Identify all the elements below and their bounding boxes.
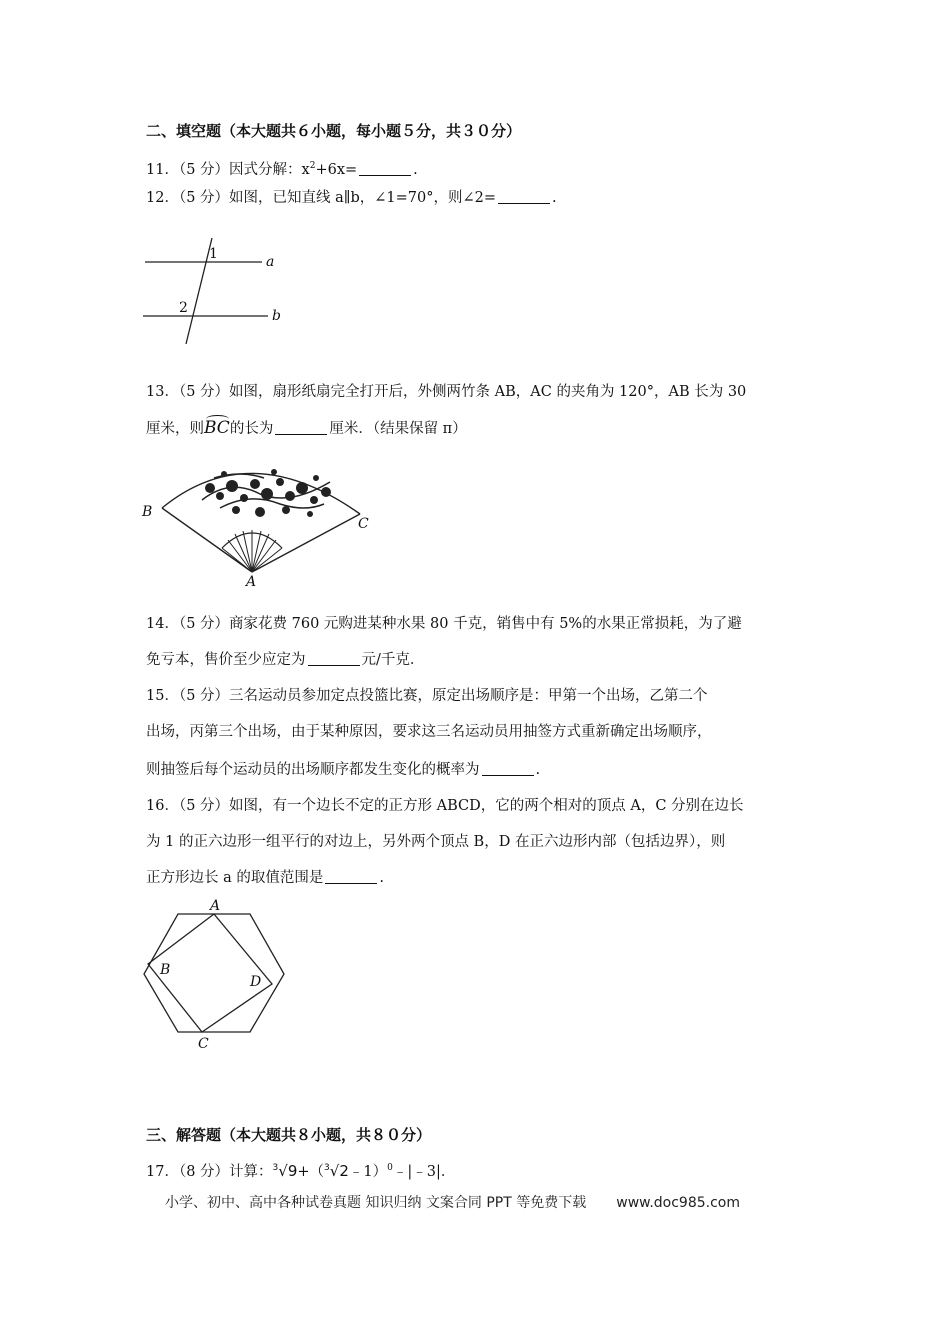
answer-blank[interactable] (498, 189, 550, 204)
q13-text-b: 的长为 (229, 421, 274, 437)
question-12 (146, 188, 557, 208)
q11-period: . (413, 161, 418, 178)
line-b-label: b (272, 308, 281, 324)
answer-blank[interactable] (275, 420, 327, 435)
q17-text-c: ﹣1） (348, 1164, 388, 1180)
fan-figure (140, 448, 380, 588)
vertex-b-label: B (160, 962, 171, 978)
question-16-line-1: 16．（5 分）如图，有一个边长不定的正方形 ABCD，它的两个相对的顶点 A，C 分别在边长 (146, 798, 744, 814)
question-17 (146, 1158, 455, 1182)
section-title-fill-blank: 二、填空题（本大题共６小题，每小题５分，共３０分） (146, 122, 522, 140)
radicand: 2 (339, 1162, 349, 1180)
q15-text: 则抽签后每个运动员的出场顺序都发生变化的概率为 (146, 762, 480, 778)
root-index: 3 (272, 1163, 279, 1173)
arc-bc: BC (204, 418, 230, 438)
radicand: 9 (287, 1162, 298, 1180)
point-b-label: B (142, 504, 153, 520)
angle-1-label: 1 (209, 246, 218, 262)
vertex-a-label: A (210, 898, 221, 914)
q12-period: . (552, 190, 557, 206)
root-index: 3 (324, 1163, 330, 1173)
q11-text: 11．（5 分）因式分解：x (146, 161, 310, 178)
footer-url[interactable]: www.doc985.com (616, 1195, 740, 1211)
q12-text: 12．（5 分）如图，已知直线 a∥b，∠1=70°，则∠2= (146, 190, 497, 206)
q14-text-b: 元/千克． (361, 652, 425, 668)
question-15-line-3 (146, 760, 540, 780)
point-c-label: C (358, 516, 369, 532)
q11-exponent: 2 (309, 161, 316, 171)
question-15-line-1: 15．（5 分）三名运动员参加定点投篮比赛，原定出场顺序是：甲第一个出场，乙第二个 (146, 688, 708, 704)
q13-text: 厘米，则 (146, 421, 204, 437)
q17-text: 17．（8 分）计算： (146, 1164, 273, 1180)
answer-blank[interactable] (325, 869, 377, 884)
q14-text: 免亏本，售价至少应定为 (146, 652, 306, 668)
section-title-solve: 三、解答题（本大题共８小题，共８０分） (146, 1126, 432, 1144)
angle-2-label: 2 (179, 300, 188, 316)
question-16-line-2: 为 1 的正六边形一组平行的对边上，另外两个顶点 B，D 在正六边形内部（包括边界），则 (146, 834, 726, 850)
cube-root-9: $^3$√9 (272, 1162, 298, 1180)
q17-text-d: ﹣|﹣3|． (392, 1164, 456, 1180)
footer-banner (165, 1192, 740, 1212)
q16-text: 正方形边长 a 的取值范围是 (146, 870, 324, 886)
footer-text: 小学、初中、高中各种试卷真题 知识归纳 文案合同 PPT 等免费下载 (165, 1195, 587, 1211)
question-16-line-3 (146, 868, 384, 888)
q17-text-b: +（ (297, 1164, 325, 1180)
q11-text-b: +6x= (315, 161, 358, 178)
q17-exponent: 0 (387, 1163, 393, 1174)
question-14-line-2 (146, 650, 424, 670)
point-a-label: A (246, 574, 257, 590)
answer-blank[interactable] (482, 761, 534, 776)
question-15-line-2: 出场，丙第三个出场，由于某种原因，要求这三名运动员用抽签方式重新确定出场顺序， (146, 724, 712, 740)
cube-root-2: $^3$√2 (324, 1162, 349, 1180)
q13-text-c: 厘米．（结果保留 π） (329, 421, 467, 437)
line-a-label: a (266, 254, 275, 270)
question-13-line-1: 13．（5 分）如图，扇形纸扇完全打开后，外侧两竹条 AB，AC 的夹角为 120°，AB 长为 30 (146, 384, 747, 400)
question-11 (146, 156, 418, 180)
answer-blank[interactable] (308, 651, 360, 666)
question-13-line-2 (146, 418, 467, 439)
q16-period: . (379, 870, 384, 886)
vertex-d-label: D (250, 974, 262, 990)
question-14-line-1: 14．（5 分）商家花费 760 元购进某种水果 80 千克，销售中有 5%的水果正常损耗，为了避 (146, 616, 742, 632)
hexagon-square-figure (140, 898, 290, 1054)
answer-blank[interactable] (359, 161, 411, 176)
parallel-lines-figure (140, 238, 290, 348)
vertex-c-label: C (198, 1036, 209, 1052)
q15-period: . (535, 762, 541, 778)
